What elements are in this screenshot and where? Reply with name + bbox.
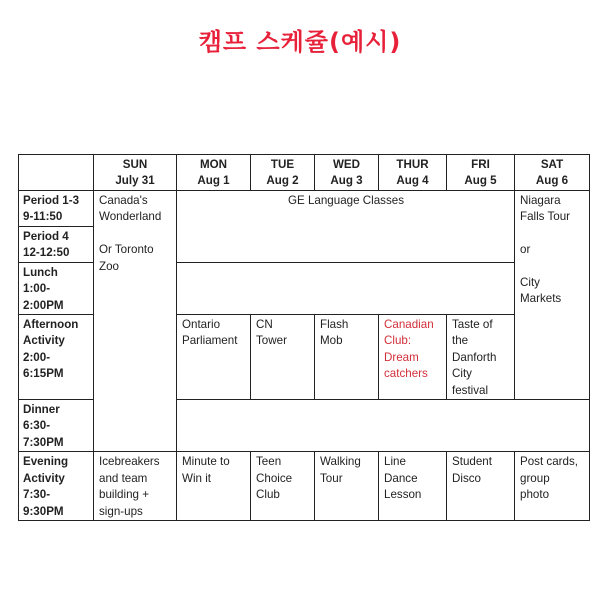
corner-cell (19, 155, 94, 191)
sat-day-activity: Niagara Falls Tour or City Markets (515, 191, 590, 400)
header-tue: TUE Aug 2 (251, 155, 315, 191)
afternoon-thur: Canadian Club: Dream catchers (379, 315, 447, 400)
header-row (19, 155, 590, 191)
header-fri: FRI Aug 5 (447, 155, 515, 191)
evening-sun: Icebreakers and team building + sign-ups (94, 452, 177, 521)
evening-tue: Teen Choice Club (251, 452, 315, 521)
header-mon: MON Aug 1 (177, 155, 251, 191)
evening-mon: Minute to Win it (177, 452, 251, 521)
evening-thur: Line Dance Lesson (379, 452, 447, 521)
schedule-table (18, 154, 590, 521)
row-period-1-3 (19, 191, 590, 227)
afternoon-tue: CN Tower (251, 315, 315, 400)
row-evening (19, 452, 590, 521)
header-sat: SAT Aug 6 (515, 155, 590, 191)
afternoon-label: Afternoon Activity 2:00- 6:15PM (19, 315, 94, 400)
language-classes-cell: GE Language Classes (177, 191, 515, 263)
lunch-label: Lunch 1:00- 2:00PM (19, 262, 94, 314)
afternoon-wed: Flash Mob (315, 315, 379, 400)
evening-fri: Student Disco (447, 452, 515, 521)
dinner-cell (177, 400, 590, 452)
evening-wed: Walking Tour (315, 452, 379, 521)
header-sun: SUN July 31 (94, 155, 177, 191)
period-1-3-label: Period 1-3 9-11:50 (19, 191, 94, 227)
dinner-label: Dinner 6:30- 7:30PM (19, 400, 94, 452)
evening-label: Evening Activity 7:30- 9:30PM (19, 452, 94, 521)
evening-sat: Post cards, group photo (515, 452, 590, 521)
header-thur: THUR Aug 4 (379, 155, 447, 191)
page-title: 캠프 스케쥴(예시) (198, 28, 402, 56)
afternoon-mon: Ontario Parliament (177, 315, 251, 400)
afternoon-fri: Taste of the Danforth City festival (447, 315, 515, 400)
lunch-cell (177, 262, 515, 314)
sun-day-activity: Canada's Wonderland Or Toronto Zoo (94, 191, 177, 452)
header-wed: WED Aug 3 (315, 155, 379, 191)
period-4-label: Period 4 12-12:50 (19, 227, 94, 263)
